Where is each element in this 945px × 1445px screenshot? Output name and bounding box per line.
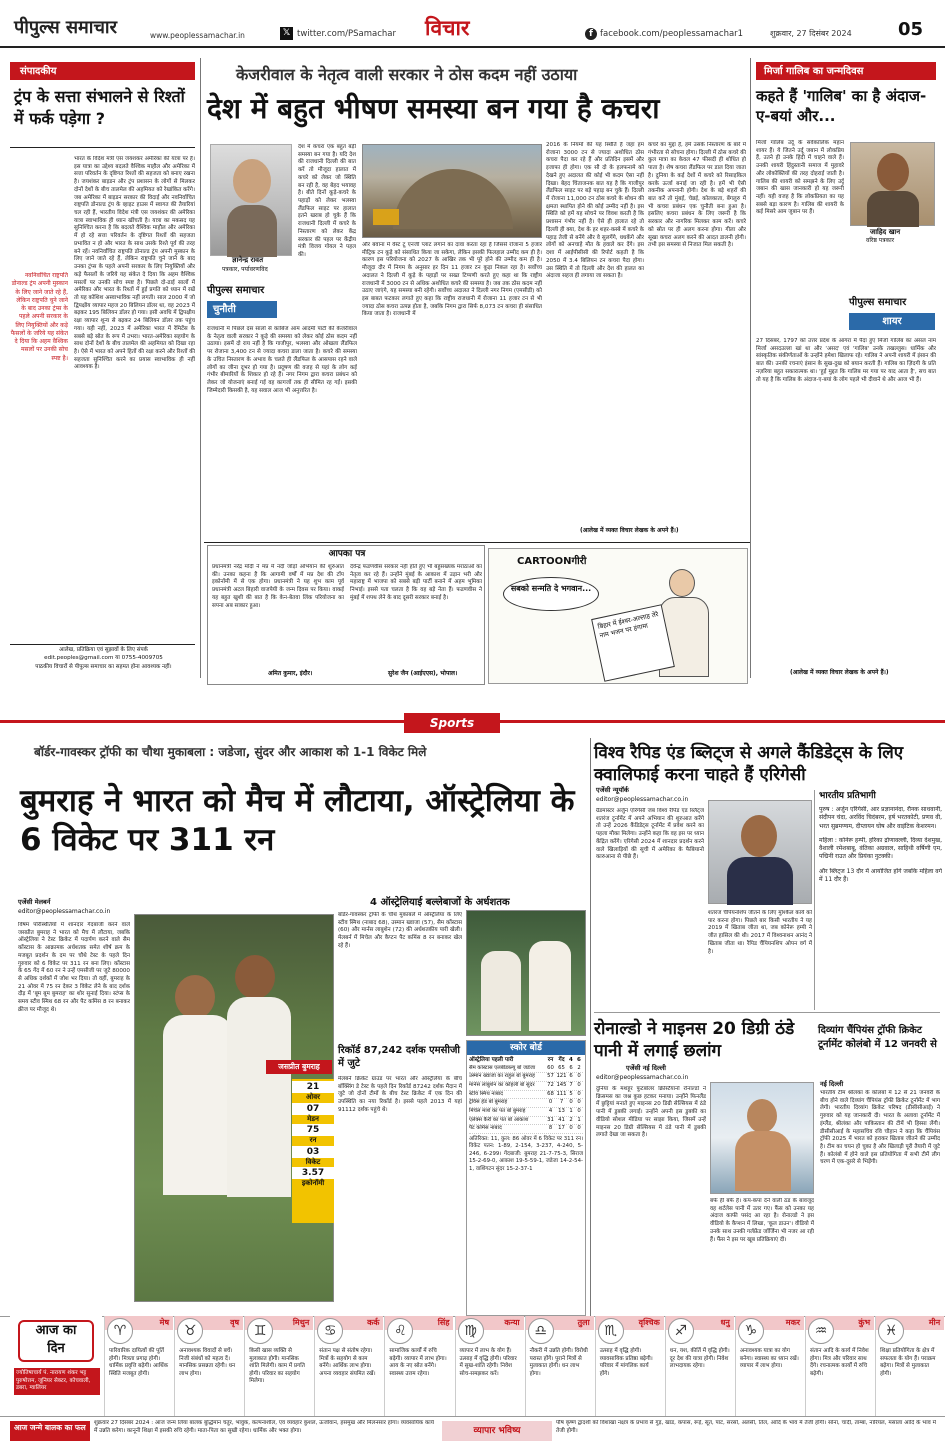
twitter-icon: 𝕏 — [280, 27, 293, 40]
scorecard-batter: मार्नस लाबुशेन का कोहली बो सुंदर — [469, 1081, 535, 1088]
record-headline: रिकॉर्ड 87,242 दर्शक एमसीजी में जुटे — [338, 1045, 460, 1069]
participants-women: महिला : कोनेरू हम्पी, हरिका द्रोणावल्ली, दिव्या देशमुख, वैशाली रमेशबाबू, वंतिका अग्रवाल, साहिथी वर्षिणी एम, पद्मिनी राउत और प्रियंका नुटक्की। — [819, 836, 942, 861]
scorecard-cell: 31 — [547, 1116, 554, 1123]
scorecard-cell: 17 — [558, 1125, 565, 1132]
zodiac-text: व्यापार में लाभ के योग हैं। उत्साह में वृद्धि होगी। परिवार में सुख-शांति रहेगी। निवेश सोच-समझकर करें। — [459, 1348, 517, 1377]
lead-badge-label: चुनौती — [207, 301, 277, 319]
ronaldo-body1: दुनिया के मशहूर फुटबॉलर क्रिस्टियानो रोनाल्डो ने क्रिसमस का जश्न कुछ हटकर मनाया। उन्होंने फिनलैंड में छुट्टियां मनाते हुए माइनस 20 डिग्री सेल्सियस में ठंडे पानी में डुबकी लगाई। उन्होंने अपनी इस डुबकी का वीडियो सोशल मीडिया पर साझा किया, जिसमें उन्हें माइनस 20 डिग्री सेल्सियस में ठंडे पानी में डुबकी लगाते देखा जा सकता है। — [596, 1086, 706, 1139]
sports-kicker: बॉर्डर-गावस्कर ट्रॉफी का चौथा मुकाबला : जडेजा, सुंदर और आकाश को 1-1 विकेट मिले — [34, 745, 427, 759]
zodiac-text: शिक्षा प्रतियोगिता के क्षेत्र में सफलता के योग हैं। पराक्रम बढ़ेगा। मित्रों से मुलाकात होगी। — [880, 1348, 936, 1377]
scorecard-rows — [467, 1065, 585, 1134]
scorecard-cell: 5 — [569, 1090, 573, 1097]
scorecard-cell: 65 — [558, 1064, 565, 1071]
stat-maiden-label: मेडन — [307, 1114, 319, 1123]
bottom-strip — [0, 1416, 945, 1445]
author-photo — [210, 144, 292, 256]
trade-label: व्यापार भविष्य — [442, 1421, 552, 1441]
zodiac-icon: ♒ — [808, 1318, 834, 1344]
scorecard-cell: 6 — [569, 1064, 573, 1071]
sports-col2: बॉर्डर-गावस्कर ट्रॉफी के चौथे मुकाबले में ऑस्ट्रेलिया के लिए स्टीव स्मिथ (नाबाद 68), उस्मान ख्वाजा (57), सैम कोंस्टास (60) और मार्नस लाबुशेन (72) की अर्धशतकीय पारी खेली। मेलबर्न में मिचेल और कैप्टन पैट कमिंस 8 रन बनाकर खेल रहे हैं। — [338, 912, 462, 949]
zodiac-icon: ♓ — [878, 1318, 904, 1344]
record-body: मेलबर्न क्रिकेट ग्राउंड पर भारत और ऑस्ट्रेलिया के बीच बॉक्सिंग डे टेस्ट के पहले दिन रिकॉर्ड 87242 दर्शक मैदान में जुटे जो दोनों टीमों के बीच टेस्ट क्रिकेट में एक दिन की उपस्थिति का नया रिकॉर्ड है। इससे पहले 2013 में यहां 91112 दर्शक पहुंचे थे। — [338, 1076, 462, 1113]
zodiac-name: मीन — [876, 1316, 944, 1330]
zodiac-icon: ♉ — [177, 1318, 203, 1344]
horoscope-card — [174, 1316, 243, 1416]
letter-1-signature: अमित कुमार, इंदौर। — [268, 670, 313, 677]
zodiac-icon: ♋ — [317, 1318, 343, 1344]
scorecard-cell: 2 — [569, 1116, 573, 1123]
scorecard-cell: 121 — [556, 1073, 567, 1080]
ghalib-band: मिर्जा गालिब का जन्मदिवस — [756, 62, 936, 80]
horoscope-label-line1: आज का — [35, 1323, 77, 1338]
scorecard-cell: 57 — [547, 1073, 554, 1080]
erigaisi-email[interactable]: editor@peoplessamachar.co.in — [596, 796, 689, 803]
ghalib-author-photo — [850, 142, 935, 226]
cartoon — [488, 548, 748, 684]
zodiac-name: मिथुन — [245, 1316, 313, 1330]
section-title: विचार — [425, 16, 470, 40]
horoscope-label — [18, 1320, 94, 1362]
bumrah-stat-name: जसप्रीत बुमराह — [266, 1060, 332, 1074]
editorial-label: संपादकीय — [10, 62, 195, 80]
zodiac-name: वृष — [175, 1316, 243, 1330]
zodiac-text: उत्साह में वृद्धि होगी। व्यावसायिक प्रतिष्ठा बढ़ेगी। परिवार में मांगलिक कार्य होंगे। — [599, 1348, 653, 1377]
zodiac-name: कुंभ — [806, 1316, 874, 1330]
website[interactable]: www.peoplessamachar.in — [150, 31, 245, 40]
lead-badge-logo: पीपुल्स समाचार — [207, 285, 265, 296]
erigaisi-headline: विश्व रैपिड एंड ब्लिट्ज से अगले कैंडिडेट्स के लिए क्वालिफाई करना चाहते हैं एरिगेसी — [594, 743, 904, 786]
bumrah-stats — [292, 1079, 334, 1223]
horoscope-card — [384, 1316, 453, 1416]
scorecard-cell: 111 — [556, 1090, 567, 1097]
horoscope-card — [244, 1316, 313, 1416]
lead-col2: और बवाना में वेस्ट टू एनर्जी प्लांट लगाने का दावा करता रहा है जिससे रोजाना 5 हजार मीट्रिक टन कूड़े को संसाधित किया जा सकेगा, लेकिन इसकी फिलहाल उम्मीद कम ही है। कारण इस परियोजना को 2027 के आखिर तक भी पूरे होने की उम्मीद कम ही है। मौजूदा दौर में निगम के अनुसार हर दिन 11 हजार टन कूड़ा निकल रहा है। सर्वोच्च अदालत ने दिल्ली में कूड़े के पहाड़ों पर सख्त टिप्पणी करते हुए कहा था कि राष्ट्रीय राजधानी में 3000 टन से अधिक अशोधित कचरे की समस्या है। जब तक ठोस कदम नहीं उठाए जाएंगे, यह समस्या बनी रहेगी। सर्वोच्च अदालत ने दिल्ली नगर निगम (एमसीडी) को इस बाबत फटकार लगाते हुए कहा कि राष्ट्रीय राजधानी में रोजाना 11 हजार टन से भी ज्यादा ठोस कचरा उत्पन्न होता है, जबकि निगम द्वारा सिर्फ 8,073 टन कचरा ही संसाधित किया जाता है। राजधानी में — [362, 242, 542, 318]
stat-overs-value: 21 — [292, 1081, 334, 1093]
sports-headline: बुमराह ने भारत को मैच में लौटाया, ऑस्ट्रेलिया के 6 विकेट पर 311 रन — [20, 783, 575, 858]
stat-economy-value: 3.57 — [292, 1167, 334, 1179]
lead-col4: कचरे का मुद्दा है, हमें उसके निस्तारण के बारे में गंभीरता से सोचना होगा। दिल्ली में ठोस कचरे की कुल मात्रा का केवल 47 फीसदी ही शोधित हो पाता है। शेष कचरा लैंडफिल पर डाल दिया जाता है। दुनिया के कई देशों में कचरे को रिसाइकिल करके ऊर्जा बनाई जा रही है। हमें भी ऐसी तकनीक अपनानी होगी। देश के बड़े शहरों की बात करें तो मुंबई, चेन्नई, कोलकाता, बेंगलुरु में भी कचरा प्रबंधन एक चुनौती बना हुआ है। इसलिए कचरा प्रबंधन के लिए जरूरी है कि सरकार और नागरिक मिलकर काम करें। कचरे को स्रोत पर ही अलग करना होगा। गीला और सूखा कचरा अलग करने की आदत डालनी होगी। तभी इस समस्या से निजात मिल सकती है। — [648, 142, 746, 249]
lead-col1b: राजधानी में पिछले दस सालों से काबिज आम आदमी पार्टी की केजरीवाल के नेतृत्व वाली सरकार ने कूड़े की समस्या को लेकर कोई ठोस कदम नहीं उठाया। इसमें दो राय नहीं है कि गाजीपुर, भलस्वा और ओखला लैंडफिल पर रोजाना 3,400 टन से ज्यादा कचरा डाला जाता है। कचरे की समस्या के उचित निस्तारण के अभाव के चलते ही लैंडफिल के आसपास रहने वाले लोगों का जीना दूभर हो गया है। प्रदूषण की वजह से यहां के लोग कई गंभीर बीमारियों के शिकार हो रहे हैं। नगर निगम द्वारा कचरा प्रबंधन को लेकर जो योजनाएं बनाई गई वह कागजों तक ही सीमित रह गईं। इसकी जिम्मेदारी किसकी है, यह सवाल आज भी अनुत्तरित है। — [207, 326, 357, 394]
stat-wickets-label: विकेट — [305, 1157, 321, 1166]
horoscope-card — [104, 1316, 173, 1416]
zodiac-icon: ♌ — [387, 1318, 413, 1344]
letter-2-signature: सुरेश जैन (आईएएस), भोपाल। — [388, 670, 458, 677]
zodiac-icon: ♐ — [668, 1318, 694, 1344]
editorial-headline: ट्रंप के सत्ता संभालने से रिश्तों में फर्क पड़ेगा ? — [14, 87, 185, 128]
lead-author-name: ज्ञानेन्द्र रावत — [232, 256, 264, 264]
zodiac-icon: ♍ — [458, 1318, 484, 1344]
scorecard-extra: अतिरिक्त: 11, कुल: 86 ओवर में 6 विकेट पर 311 रन। विकेट पतन: 1-89, 2-154, 3-237, 4-240, 5-246, 6-299। गेंदबाजी: बुमराह 21-7-75-3, सिराज 15-2-69-0, आकाश 19-5-59-1, जडेजा 14-2-54-1, वाशिंगटन सुंदर 15-2-37-1 — [469, 1135, 583, 1172]
lead-byline: (आलेख में व्यक्त विचार लेखक के अपने हैं।) — [580, 527, 679, 534]
stat-overs-label: ओवर — [306, 1093, 320, 1102]
scorecard-col-fours: 4 — [569, 1057, 573, 1063]
ronaldo-headline: रोनाल्डो ने माइनस 20 डिग्री ठंडे पानी में लगाई छलांग — [594, 1019, 795, 1062]
scorecard-row — [469, 1125, 583, 1134]
logo: पीपुल्स समाचार — [14, 17, 117, 38]
scorecard-cell: 8 — [548, 1125, 553, 1132]
lead-col3: 2016 के नियमों की यह स्थिति है जहां हम रोजाना 3000 टन से ज्यादा अशोधित ठोस कचरा पैदा कर रहे हैं और प्रतिदिन इसमें और इजाफा ही होगा। एक सौ दो के हलफनामे को देखने हुए अदालत की कोई भी कदम ऐसा नहीं दिखा। बेहद चिंताजनक बात यह है कि गाजीपुर लैंडफिल साइट पर बड़े पहाड़ बन चुके हैं। दिल्ली में रोजाना 11,000 टन ठोस कचरे के शोधन की क्षमता स्थापित होने की कोई उम्मीद नहीं है। इस स्थिति को हमें यह सोचने पर विवश करती है कि प्रशासन गंभीर नहीं है। ऐसे ही हालात रहे तो दिल्ली ही क्या, देश के हर शहर-कस्बे में कचरे के पहाड़ तेजी से बनेंगे और वे सुलगेंगे, धधकेंगे और लोगों को अनचाहे मौत के हवाले कर देंगे। इस दशा में आईपीसीसी की रिपोर्ट कहती है कि 2050 में 3.4 बिलियन टन कचरा पैदा होगा। उस स्थिति में तो दिल्ली और देश की हालत का अंदाजा सहज ही लगाया जा सकता है। — [546, 142, 644, 280]
lead-author-role: पत्रकार, पर्यावरणविद — [222, 266, 268, 273]
horoscope-label-box — [10, 1316, 102, 1416]
sports-band: Sports — [404, 713, 500, 733]
zodiac-name: धनु — [666, 1316, 734, 1330]
zodiac-name: मकर — [736, 1316, 804, 1330]
zodiac-text: संतान आदि के कार्य में निवेश होगा। मित्र और परिवार साथ देंगे। रचनात्मक कार्यों में रुचि बढ़ेगी। — [810, 1348, 869, 1377]
birth-text: शुक्रवार 27 दिसंबर 2024 : आज जन्म लिया बालक बुद्धिमान चतुर, भावुक, कल्पनाशील, एवं व्यवहार कुशल, ऊर्जावान, हंसमुख और मिलनसार होगा। व्यवसायिक कार्य में उन्नति करेगा। कानूनी शिक्षा में इसकी रुचि रहेगी। माता-पिता का सुखी रहेगा। धार्मिक और भक्त होगा। — [94, 1420, 434, 1434]
scorecard-row — [469, 1091, 583, 1100]
sports-agency: एजेंसी मेलबर्न — [18, 898, 51, 906]
zodiac-text: अनावश्यक यात्रा का योग बनेगा। स्वास्थ्य का ध्यान रखें। व्यापार में लाभ होगा। — [739, 1348, 799, 1370]
scorecard-subtitle: ऑस्ट्रेलिया पहली पारी — [469, 1057, 514, 1063]
scorecard-row — [469, 1099, 583, 1108]
ghalib-body1: मिर्जा गालिब उर्दू के सर्वकालिक महान शायर हैं। ये जितने उर्दू जबान में लोकप्रिय हैं, उतने ही उनके हिंदी में चाहने वाले हैं। उनकी शायरी हिंदुस्तानी समाज में मुहावरे और लोकोक्तियों की तरह दोहराई जाती है। गालिब की शायरी को समझने के लिए उर्दू जबान की खास जानकारी हो यह जरूरी नहीं। यही वजह है कि लोकप्रियता का यह सबसे बड़ा कारण है। गालिब की शायरी के कई मिसरे आम जुबान पर हैं। — [756, 140, 844, 216]
letter-1: प्रधानमंत्री नरेंद्र मोदी ने मप्र में नदी जोड़ो अभियान की शुरुआत की। उनका कहना है कि आगामी वर्षों में मप्र देश की टॉप इकोनॉमी में से एक होगा। प्रधानमंत्री ने यह शुभ काम पूर्व प्रधानमंत्री अटल बिहारी वाजपेयी के जन्म दिवस पर किया। वाकई यह बहुत खुशी की बात है कि केन-बेतवा लिंक परियोजना का सपना अब साकार हुआ। — [212, 564, 344, 609]
editorial-sidebar-quote: नवनिर्वाचित राष्ट्रपति डोनाल्ड ट्रंप अपनी मुस्कान के लिए जाने जाते रहे हैं, लेकिन राष्ट्रपति चुने जाने के बाद उनका ट्रंप्स के पहले अपनी सरकार के लिए नियुक्तियों और कड़े फैसलों के जरिये यह संकेत दे दिया कि अहम वैश्विक मसलों पर उनकी सोच स्पष्ट है। — [10, 272, 68, 362]
ronaldo-email[interactable]: editor@peoplessamachar.co.in — [596, 1074, 689, 1081]
indian-participants-box — [814, 790, 942, 1010]
disabled-cricket-body: भारतीय टीम श्रीलंका के कोलंबो में 12 से 21 जनवरी के बीच होने वाले दिव्यांग चैंपियंस ट्रॉफी क्रिकेट टूर्नामेंट में भाग लेगी। भारतीय दिव्यांग क्रिकेट परिषद (डीसीसीआई) ने गुरुवार को यह जानकारी दी। भारत के अलावा टूर्नामेंट में इंग्लैंड, श्रीलंका और पाकिस्तान की टीमें भी हिस्सा लेंगी। डीसीसीआई के महासचिव रवि चौहान ने कहा कि चैंपियंस ट्रॉफी 2025 में भारत को हराकर खिताब जीतने की उम्मीद है। टीम का चयन हो चुका है और खिलाड़ी पूरी तैयारी में जुटे हैं। कोलंबो में होने वाले इस प्रतियोगिता में सभी टीमें लीग चरण में एक-दूसरे से भिड़ेंगी। — [820, 1090, 940, 1166]
horoscope-card — [665, 1316, 734, 1416]
scorecard-cell: 13 — [558, 1107, 565, 1114]
lead-col1: देश में कचरा एक बहुत बड़ी समस्या बन गया है। यदि देश की राजधानी दिल्ली की बात करें तो मौजूदा हालात में कचरे को लेकर जो स्थिति बन रही है, वह बेहद भयावह है। बीते दिनों कूड़े-कचरे के पहाड़ों को लेकर भलस्वा लैंडफिल साइट पर हालात इतने खराब हो चुके हैं कि राजधानी दिल्ली में कचरे के निस्तारण को लेकर केंद्र सरकार की पहल पर केंद्रीय मंत्री विजय गोयल ने पहल की। — [298, 144, 356, 259]
scorecard-row — [469, 1117, 583, 1126]
page-number: 05 — [898, 19, 924, 40]
scorecard-cell: 68 — [547, 1090, 554, 1097]
zodiac-name: वृश्चिक — [596, 1316, 664, 1330]
scorecard-cell: 4 — [548, 1107, 553, 1114]
masthead — [0, 0, 945, 48]
horoscope-label-line2: दिन — [47, 1341, 65, 1356]
lead-kicker: केजरीवाल के नेतृत्व वाली सरकार ने ठोस कदम नहीं उठाया — [236, 65, 578, 84]
scorecard-cell: 60 — [547, 1064, 554, 1071]
scorecard-col-balls: गेंद — [558, 1057, 565, 1063]
scorecard-cell: 7 — [559, 1099, 564, 1106]
australia-photo — [466, 910, 586, 1036]
scorecard-cell: 7 — [569, 1081, 573, 1088]
zodiac-name: मेष — [105, 1316, 173, 1330]
scorecard-batter: सैम कोंस्टास एलबीडब्ल्यू बो जडेजा — [469, 1064, 536, 1071]
erigaisi-body2: शतरंज चैंपियनशिप जीतने के लिए मुश्किल कार्य को पार करना होगा। पिछले बार किसी भारतीय ने यह 2019 में खिताब जीता था, जब कोनेरू हम्पी ने जीत हासिल की थी। 2017 में विश्वनाथन आनंद ने खिताब जीता था। रैपिड चैंपियनशिप ओपन वर्ग में है। — [708, 910, 812, 955]
participants-men: पुरुष : अर्जुन एरिगेसी, आर प्रज्ञानानंदा, रौनक साधवानी, संदीपन चंदा, अरविंद चिदंबरम, हर्ष भरतकोटी, प्रणव वी, भरत सुब्रमण्यम, दीप्तायन घोष और वाइंटिक केशरमन। — [819, 806, 942, 830]
zodiac-icon: ♎ — [528, 1318, 554, 1344]
ghalib-author-name: जाहिद खान — [870, 228, 901, 236]
horoscope-astrologer: ज्योतिषाचार्य पं. नारायण शंकर भट्ट पुरुषोत्तम, जूनियर सेक्टर, कोचवाली, डबरा, ग्वालियर — [14, 1368, 100, 1395]
horoscope-card — [314, 1316, 383, 1416]
letters-label: आपका पत्र — [292, 548, 402, 562]
zodiac-text: धन, यश, कीर्ति में वृद्धि होगी। दूर देश की यात्रा होगी। निवेश लाभदायक रहेगा। — [669, 1348, 730, 1370]
scorecard-cell: 0 — [548, 1099, 553, 1106]
stat-runs-value: 75 — [292, 1124, 334, 1136]
sports-body: विषम परिस्थितियों में शानदार गेंदबाजी करने वाले जसप्रीत बुमराह ने भारत को मैच में लौटाया, जबकि ऑस्ट्रेलिया ने टेस्ट क्रिकेट में पदार्पण करने वाले सैम कोंस्टास के आक्रामक अर्धशतक समेत शीर्ष क्रम के मजबूत प्रदर्शन के दम पर चौथे टेस्ट के पहले दिन गुरुवार को 6 विकेट पर 311 रन बना लिए। कोंस्टास के 65 गेंद में 60 रन ने उन्हें एमसीजी पर जुटे 80000 से अधिक दर्शकों में जोश भर दिया। तो वहीं, बुमराह के 21 ओवर में 75 रन देकर 3 विकेट लेने के बाद दर्शक दौड़ में 'बूम बूम बुमराह' का शोर सुनाई दिया। स्टंप्स के समय स्टीव स्मिथ 68 रन और पैट कमिंस 8 रन बनाकर क्रीज पर मौजूद थे। — [18, 922, 130, 1013]
date: शुक्रवार, 27 दिसंबर 2024 — [770, 29, 852, 38]
editorial-footer-contact — [10, 646, 197, 671]
birth-label: आज जन्मे बालक का फल — [10, 1421, 90, 1441]
scorecard-cell: 0 — [577, 1099, 581, 1106]
scorecard-cell: 0 — [577, 1107, 581, 1114]
scorecard-title: स्कोर बोर्ड — [467, 1041, 585, 1055]
participants-title: भारतीय प्रतिभागी — [819, 791, 876, 801]
horoscope-card — [455, 1316, 524, 1416]
participants-note: और ब्लिट्ज 13 दौर में आयोजित होंगे जबकि महिला वर्ग में 11 दौर हैं। — [819, 867, 942, 883]
scorecard-cell: 0 — [577, 1073, 581, 1080]
zodiac-text: सामाजिक कार्यों में रुचि बढ़ेगी। व्यापार में लाभ होगा। आय के नए स्रोत बनेंगे। स्वास्थ्य उत्तम रहेगा। — [389, 1348, 447, 1377]
scorecard-cell: 41 — [558, 1116, 565, 1123]
editorial-footer-line3: पाठकीय विचारों से पीपुल्स समाचार का सहमत होना आवश्यक नहीं। — [35, 663, 172, 670]
horoscope-card — [805, 1316, 874, 1416]
ghalib-body2: 27 दिसंबर, 1797 को उत्तर प्रदेश के आगरा में पैदा हुए मिर्जा गालिब का असल नाम मिर्जा असदउल्ला खां था और 'असद' एवं 'गालिब' उनके तखल्लुस। धार्मिक और सांस्कृतिक संकीर्णताओं के उन्होंने हमेशा खिलाफ रहे। गालिब ने अपनी शायरी में इंसान की बात की। उनकी रचनाएं इंसान के सुख-दुख को बयान करती हैं। गालिब का ज़िंदगी के प्रति नज़रिया बहुत सकारात्मक था। 'हुई मुद्दत कि गालिब मर गया पर याद आता है', सच बात तो यह है कि गालिब के अंदाज-ए-बयां के लोग पहले भी दीवाने थे और आज भी हैं। — [756, 338, 936, 383]
ronaldo-agency: एजेंसी नई दिल्ली — [626, 1064, 666, 1072]
stat-runs-label: रन — [309, 1136, 317, 1145]
scorecard-batter: उस्मान ख्वाजा का राहुल बो बुमराह — [469, 1073, 535, 1080]
stat-wickets-value: 03 — [292, 1146, 334, 1158]
cartoon-newspaper: बिहार में ईश्वर-अल्लाह तेरे नाम भजन पर हंगामा — [591, 604, 675, 682]
scorecard-cell: 0 — [569, 1099, 573, 1106]
garbage-photo — [362, 144, 542, 238]
scorecard-batter: ट्रेविस हेड बो बुमराह — [469, 1099, 508, 1106]
ghalib-headline: कहते हैं 'गालिब' का है अंदाज-ए-बयां और... — [756, 87, 927, 126]
editorial-footer-line1: आलेख, प्रतिक्रिया एवं सुझावों के लिए संपर्क — [59, 647, 148, 653]
scorecard — [466, 1040, 586, 1316]
ghalib-author-role: वरिष्ठ पत्रकार — [866, 237, 895, 244]
trade-text: पौष कृष्ण द्वादशी को विशाखा नक्षत्र के प्रभाव से गुड़, खांड, कपास, रूई, सूत, पाट, सरसों, अलसी, तिल, आदि के भाव में तेजी होगी। सोना, चांदी, ताम्बा, नारियल, मसाला आदि के भाव में तेजी होगी। — [556, 1420, 936, 1434]
zodiac-text: अनावश्यक विवादों से बचें। निजी संबंधों को महत्व दें। मानसिक प्रसन्नता रहेगी। धन लाभ होगा। — [179, 1348, 236, 1377]
scorecard-cell: 0 — [569, 1125, 573, 1132]
cartoon-bubble: सबको सन्मति दे भगवान... — [503, 577, 599, 611]
twitter-handle[interactable]: twitter.com/PSamachar — [297, 29, 396, 39]
scorecard-row — [469, 1073, 583, 1082]
horoscope-card — [735, 1316, 804, 1416]
zodiac-icon: ♊ — [247, 1318, 273, 1344]
zodiac-name: कर्क — [315, 1316, 383, 1330]
editorial — [10, 62, 197, 682]
scorecard-row — [469, 1065, 583, 1074]
zodiac-text: पारिवारिक दायित्वों की पूर्ति होगी। मित्रता प्रगाढ़ होगी। धार्मिक प्रवृत्ति बढ़ेगी। आर्थिक स्थिति मजबूत होगी। — [109, 1348, 169, 1377]
zodiac-icon: ♈ — [107, 1318, 133, 1344]
scorecard-cell: 72 — [547, 1081, 554, 1088]
horoscope-card — [875, 1316, 944, 1416]
horoscope-card — [525, 1316, 594, 1416]
scorecard-cell: 1 — [569, 1107, 573, 1114]
ghalib-badge-logo: पीपुल्स समाचार — [849, 297, 907, 308]
scorecard-cell: 0 — [577, 1081, 581, 1088]
editorial-footer-email[interactable]: edit.peoples@gmail.com या 0755-4009705 — [44, 655, 163, 662]
sports-subhead: 4 ऑस्ट्रेलियाई बल्लेबाजों के अर्धशतक — [370, 897, 510, 908]
zodiac-text: संतान पक्ष से संतोष रहेगा। मित्रों के सहयोग से काम बनेंगे। आर्थिक लाभ होगा। अपना व्यवहार संयमित रखें। — [319, 1348, 376, 1377]
erigaisi-agency: एजेंसी न्यूयॉर्क — [596, 786, 629, 794]
lead-headline: देश में बहुत भीषण समस्या बन गया है कचरा — [207, 92, 660, 125]
facebook-icon: f — [585, 28, 597, 40]
lead-badge — [207, 284, 295, 322]
ghalib-byline: (आलेख में व्यक्त विचार लेखक के अपने हैं।) — [790, 669, 889, 676]
stat-maiden-value: 07 — [292, 1103, 334, 1115]
scorecard-batter: पैट कमिंस नाबाद — [469, 1125, 502, 1132]
scorecard-cell: 0 — [577, 1090, 581, 1097]
scorecard-cell: 1 — [577, 1116, 581, 1123]
scorecard-batter: मिचेल मार्श का पंत बो बुमराह — [469, 1107, 526, 1114]
zodiac-name: तुला — [526, 1316, 594, 1330]
erigaisi-photo — [708, 800, 812, 904]
disabled-cricket-headline: दिव्यांग चैंपियंस ट्रॉफी क्रिकेट टूर्नामेंट कोलंबो में 12 जनवरी से — [818, 1025, 937, 1050]
zodiac-icon: ♏ — [598, 1318, 624, 1344]
ghalib-badge-label: शायर — [849, 313, 935, 331]
stat-economy-label: इकोनॉमी — [301, 1179, 325, 1188]
zodiac-text: नौकरी में उन्नति होगी। विरोधी परास्त होंगे। पुराने मित्रों से मुलाकात होगी। धन लाभ होगा। — [529, 1348, 588, 1377]
ronaldo-body2: बर्फ ही बर्फ है। कंप-कंपा देने वाली ठंड के बावजूद वह शर्टलेस पानी में उतर गए। फैंस को उनका यह अंदाज काफी पसंद आ रहा है। रोनाल्डो ने इस वीडियो के कैप्शन में लिखा, 'कूल डाउन'। वीडियो में उनके साथ उनकी गर्लफ्रेंड जॉर्जिना भी नजर आ रही हैं। फैंस ने इस पर खूब प्रतिक्रियाएं दी। — [710, 1198, 814, 1243]
scorecard-col-runs: रन — [547, 1057, 554, 1063]
scorecard-cell: 145 — [556, 1081, 567, 1088]
cartoon-label: CARTOONगीरी — [517, 556, 587, 567]
scorecard-batter: स्टीव स्मिथ नाबाद — [469, 1090, 503, 1097]
zodiac-name: कन्या — [456, 1316, 524, 1330]
facebook-handle[interactable]: facebook.com/peoplessamachar1 — [600, 29, 744, 39]
sports-email[interactable]: editor@peoplessamachar.co.in — [18, 908, 111, 915]
zodiac-text: किसी खास व्यक्ति से मुलाकात होगी। मानसिक शांति मिलेगी। काम में प्रगति होगी। परिवार का सहयोग मिलेगा। — [249, 1348, 305, 1385]
erigaisi-body1: ग्रैंडमास्टर अर्जुन एरिगेसी जब विश्व रैपिड एंड ब्लिट्ज शतरंज टूर्नामेंट में अपने अभियान की शुरुआत करेंगे तो उन्हें 2026 कैंडिडेट्स टूर्नामेंट में प्रवेश करने का पहला मौका मिलेगा। उन्होंने कहा कि वह इस पर ध्यान केंद्रित करेंगे। एरिगेसी 2024 में शानदार प्रदर्शन करने वाले खिलाड़ियों की सूची में अमेरिका के फैबियानो कारुआना से पीछे हैं। — [596, 808, 704, 861]
zodiac-name: सिंह — [385, 1316, 453, 1330]
scorecard-col-sixes: 6 — [577, 1057, 581, 1063]
scorecard-cell: 6 — [569, 1073, 573, 1080]
scorecard-row — [469, 1108, 583, 1117]
letter-2: देवेन्द्र फडणवीस सरकार नहीं होते हुए भी बहुसंख्यक मराठाओं का नेतृत्व कर रहे हैं। उन्होंने मुंबई के आकाश में उड़ान भरी और महाराष्ट्र में भाजपा को सबसे बड़ी पार्टी बनाने में अहम भूमिका निभाई। इससे पता चलता है कि वह बड़े नेता हैं। फडणवीस ने मुंबई में शपथ लेने के बाद दूसरी सरकार बनाई है। — [350, 564, 482, 601]
ronaldo-photo — [710, 1082, 814, 1194]
zodiac-icon: ♑ — [738, 1318, 764, 1344]
editorial-body: भारत के विदेश मंत्री एस जयशंकर अमेरिका की यात्रा पर हैं। इस यात्रा का उद्देश्य बदलते वैश्विक माहौल और अमेरिका में सत्ता परिवर्तन के दृष्टिगत रिश्तों की सहजता को बनाए रखना है। जयशंकर बाइडन और ट्रंप प्रशासन के लोगों से मिलकर दोनों देशों के बीच तालमेल की अहमियत को रेखांकित करेंगे। जब अमेरिका में बाइडन सरकार की विदाई और नवनिर्वाचित राष्ट्रपति डोनाल्ड ट्रंप के व्हाइट हाउस में स्वागत की तैयारियां चल रही हैं, भारतीय विदेश मंत्री एस जयशंकर की अमेरिका यात्रा स्वाभाविक ही ध्यान खींचती है। यात्रा का मकसद यह सुनिश्चित करना है कि बदलते वैश्विक माहौल और अमेरिका में हो रहे सत्ता परिवर्तन के दृष्टिगत रिश्तों की सहजता प्रभावित न हो और भारत के साथ उसके रिश्ते पूर्व की तरह बने रहें। नवनिर्वाचित राष्ट्रपति डोनाल्ड ट्रंप अपनी मुस्कान के लिए जाने जाते रहे हैं, लेकिन राष्ट्रपति चुने जाने के बाद उनका ट्रंप्स के पहले अपनी सरकार के लिए नियुक्तियों और कड़े फैसलों के जरिये यह संकेत दे दिया कि अहम वैश्विक मसलों पर उनकी सोच स्पष्ट है। पिछले दो-ढाई सालों में अमेरिका और भारत के रिश्तों में हुई प्रगति को ध्यान में रखें तो यह कोशिश अस्वाभाविक नहीं लगती। साल 2000 में जो द्विपक्षीय व्यापार महज 20 बिलियन डॉलर था, वह 2023 में बढ़कर 195 बिलियन डॉलर हो गया। इसी अवधि में द्विपक्षीय रक्षा व्यापार शून्य से बढ़कर 24 बिलियन डॉलर तक पहुंच गया। यही नहीं, 2023 में अमेरिका भारत में रेमिटेंस के सबसे बड़े स्रोत के रूप में उभरा। भारत-अमेरिका सहयोग के साथ दोनों देशों के बीच तालमेल की अहमियत को दिखा रहा है। ऐसे में भारत को अपने हितों की रक्षा करने और रिश्तों की सहजता सुनिश्चित करने का प्रयास स्वाभाविक ही नहीं आवश्यक है। — [74, 156, 195, 371]
scorecard-row — [469, 1082, 583, 1091]
disabled-cricket-agency: नई दिल्ली — [820, 1080, 844, 1088]
horoscope-card — [595, 1316, 664, 1416]
scorecard-batter: एलेक्स कैरी का पंत बो आकाश — [469, 1116, 529, 1123]
ghalib-badge — [849, 296, 937, 334]
letters — [207, 545, 485, 685]
scorecard-cell: 2 — [577, 1064, 581, 1071]
scorecard-cell: 0 — [577, 1125, 581, 1132]
